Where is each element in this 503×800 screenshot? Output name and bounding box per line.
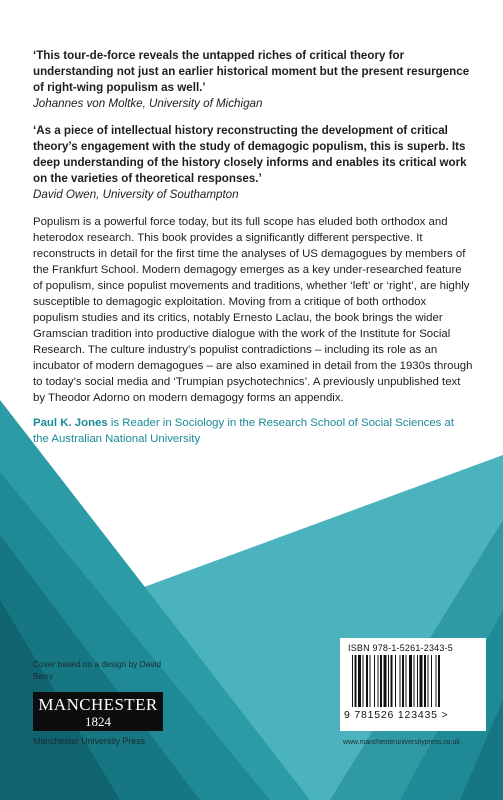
barcode-icon (350, 655, 476, 709)
endorsement-quote-1: ‘This tour-de-force reveals the untapped riches of critical theory for understanding not just an earlier historical moment but the present resurgence of right-wing populism as well.’ (33, 49, 470, 94)
endorsement-attribution-2: David Owen, University of Southampton (33, 188, 239, 201)
book-description: Populism is a powerful force today, but its full scope has eluded both orthodox and heterodox research. This book provides a significantly different perspective. It reconstructs in detail for the first time the analyses of US demagogues by members of the Frankfurt School. Modern demagogy emerges as a key under-researched feature of populism, since populist movements and traditions, whether ‘left’ or ‘right’, are highly susceptible to demagogic exploitation. Moving from a critique of both orthodox populism studies and its critics, notably Ernesto Laclau, the book brings the wider Gramscian tradition into productive dialogue with the work of the Institute for Social Research. The culture industry’s populist contradictions – including its role as an incubator of modern demagogues – are also examined in detail from the 1930s through to today’s social media and ‘Trumpian psychotechnics’. A previously unpublished text by Theodor Adorno on modern demagogy forms an appendix. (33, 216, 473, 404)
cover-credit: Cover based on a design by David Berry (33, 659, 162, 681)
logo-year: 1824 (85, 714, 111, 729)
barcode-digits: 9 781526 123435 > (344, 709, 449, 721)
author-name: Paul K. Jones (33, 417, 108, 429)
isbn-text: ISBN 978-1-5261-2343-5 (348, 643, 453, 653)
publisher-logo (33, 692, 163, 731)
endorsement-quote-2: ‘As a piece of intellectual history reconstructing the development of critical theory’s engagement with the study of demagogic populism, this is superb. Its deep understanding of the history closely informs and enables its critical work on the varieties of theoretical responses.’ (33, 124, 467, 185)
back-cover-text (33, 48, 473, 447)
endorsement-attribution-1: Johannes von Moltke, University of Michigan (33, 97, 263, 110)
logo-name: MANCHESTER (38, 695, 158, 714)
author-bio-text: is Reader in Sociology in the Research School of Social Sciences at the Australian National University (33, 417, 455, 445)
author-bio (33, 415, 473, 447)
publisher-name: Manchester University Press (33, 736, 145, 746)
publisher-website: www.manchesteruniversitypress.co.uk (343, 739, 460, 746)
barcode-panel (340, 638, 486, 731)
